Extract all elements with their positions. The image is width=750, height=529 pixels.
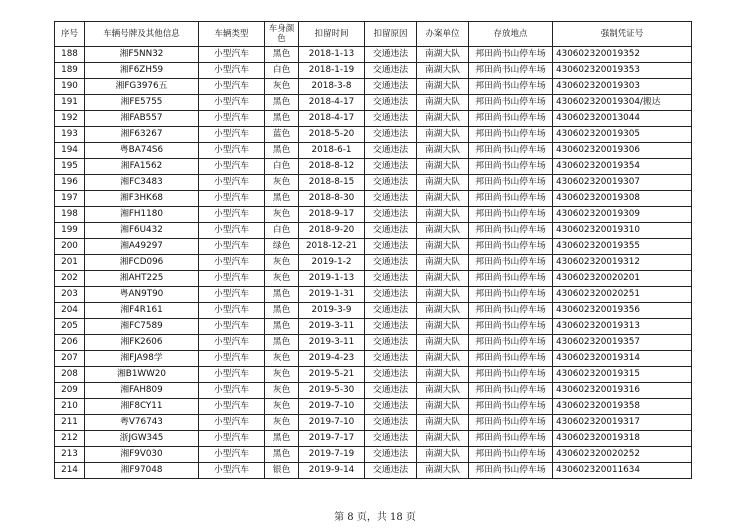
impound-reason-cell: 交通违法 xyxy=(365,175,417,191)
body-color-cell: 白色 xyxy=(265,159,299,175)
impound-reason-cell: 交通违法 xyxy=(365,255,417,271)
certificate-number-cell: 430602320019315 xyxy=(553,367,692,383)
impound-reason-cell: 交通违法 xyxy=(365,335,417,351)
impound-reason-cell: 交通违法 xyxy=(365,303,417,319)
storage-location-cell: 邦田尚书山停车场 xyxy=(469,399,553,415)
storage-location-cell: 邦田尚书山停车场 xyxy=(469,431,553,447)
plate-cell: 湘F6U432 xyxy=(85,223,199,239)
handling-unit-cell: 南湖大队 xyxy=(417,47,469,63)
serial-number-cell: 199 xyxy=(55,223,85,239)
body-color-cell: 灰色 xyxy=(265,79,299,95)
storage-location-cell: 邦田尚书山停车场 xyxy=(469,255,553,271)
impound-reason-cell: 交通违法 xyxy=(365,431,417,447)
impound-reason-cell: 交通违法 xyxy=(365,191,417,207)
certificate-number-cell: 430602320019309 xyxy=(553,207,692,223)
body-color-cell: 黑色 xyxy=(265,47,299,63)
header-impound-reason: 扣留原因 xyxy=(365,22,417,47)
impound-time-cell: 2018-4-17 xyxy=(299,95,365,111)
table-row xyxy=(55,431,692,447)
serial-number-cell: 203 xyxy=(55,287,85,303)
storage-location-cell: 邦田尚书山停车场 xyxy=(469,383,553,399)
vehicle-type-cell: 小型汽车 xyxy=(199,303,265,319)
impound-time-cell: 2019-5-30 xyxy=(299,383,365,399)
plate-cell: 粤V76743 xyxy=(85,415,199,431)
impound-time-cell: 2018-1-19 xyxy=(299,63,365,79)
impound-time-cell: 2018-9-17 xyxy=(299,207,365,223)
vehicle-type-cell: 小型汽车 xyxy=(199,175,265,191)
impound-time-cell: 2019-7-10 xyxy=(299,415,365,431)
table-row xyxy=(55,191,692,207)
certificate-number-cell: 430602320019355 xyxy=(553,239,692,255)
storage-location-cell: 邦田尚书山停车场 xyxy=(469,159,553,175)
plate-cell: 湘FCD096 xyxy=(85,255,199,271)
plate-cell: 湘B1WW20 xyxy=(85,367,199,383)
storage-location-cell: 邦田尚书山停车场 xyxy=(469,463,553,479)
impound-reason-cell: 交通违法 xyxy=(365,47,417,63)
plate-cell: 粤BA74S6 xyxy=(85,143,199,159)
vehicle-type-cell: 小型汽车 xyxy=(199,79,265,95)
body-color-cell: 黑色 xyxy=(265,431,299,447)
handling-unit-cell: 南湖大队 xyxy=(417,127,469,143)
serial-number-cell: 191 xyxy=(55,95,85,111)
serial-number-cell: 194 xyxy=(55,143,85,159)
impound-time-cell: 2018-5-20 xyxy=(299,127,365,143)
table-row xyxy=(55,127,692,143)
impound-reason-cell: 交通违法 xyxy=(365,79,417,95)
impound-reason-cell: 交通违法 xyxy=(365,159,417,175)
serial-number-cell: 189 xyxy=(55,63,85,79)
certificate-number-cell: 430602320019314 xyxy=(553,351,692,367)
storage-location-cell: 邦田尚书山停车场 xyxy=(469,287,553,303)
handling-unit-cell: 南湖大队 xyxy=(417,431,469,447)
body-color-cell: 灰色 xyxy=(265,255,299,271)
certificate-number-cell: 430602320019308 xyxy=(553,191,692,207)
impound-time-cell: 2019-3-11 xyxy=(299,335,365,351)
certificate-number-cell: 430602320011634 xyxy=(553,463,692,479)
serial-number-cell: 208 xyxy=(55,367,85,383)
certificate-number-cell: 430602320019306 xyxy=(553,143,692,159)
vehicle-type-cell: 小型汽车 xyxy=(199,271,265,287)
table-row xyxy=(55,415,692,431)
table-row xyxy=(55,207,692,223)
impound-time-cell: 2019-1-2 xyxy=(299,255,365,271)
plate-cell: 湘FG3976五 xyxy=(85,79,199,95)
plate-cell: 湘F63267 xyxy=(85,127,199,143)
table-row xyxy=(55,383,692,399)
body-color-cell: 黑色 xyxy=(265,287,299,303)
certificate-number-cell: 430602320020252 xyxy=(553,447,692,463)
certificate-number-cell: 430602320019307 xyxy=(553,175,692,191)
certificate-number-cell: 430602320019313 xyxy=(553,319,692,335)
header-plate-info: 车辆号牌及其他信息 xyxy=(85,22,199,47)
table-row xyxy=(55,255,692,271)
impound-time-cell: 2018-8-15 xyxy=(299,175,365,191)
body-color-cell: 黑色 xyxy=(265,143,299,159)
certificate-number-cell: 430602320019352 xyxy=(553,47,692,63)
plate-cell: 湘FA1562 xyxy=(85,159,199,175)
impound-time-cell: 2019-3-11 xyxy=(299,319,365,335)
serial-number-cell: 204 xyxy=(55,303,85,319)
impound-time-cell: 2018-8-30 xyxy=(299,191,365,207)
impound-reason-cell: 交通违法 xyxy=(365,95,417,111)
vehicle-type-cell: 小型汽车 xyxy=(199,63,265,79)
vehicle-type-cell: 小型汽车 xyxy=(199,191,265,207)
handling-unit-cell: 南湖大队 xyxy=(417,111,469,127)
certificate-number-cell: 430602320019357 xyxy=(553,335,692,351)
body-color-cell: 黑色 xyxy=(265,191,299,207)
impound-reason-cell: 交通违法 xyxy=(365,271,417,287)
header-impound-time: 扣留时间 xyxy=(299,22,365,47)
table-row xyxy=(55,159,692,175)
plate-cell: 湘AHT225 xyxy=(85,271,199,287)
certificate-number-cell: 430602320019316 xyxy=(553,383,692,399)
header-vehicle-type: 车辆类型 xyxy=(199,22,265,47)
body-color-cell: 灰色 xyxy=(265,415,299,431)
handling-unit-cell: 南湖大队 xyxy=(417,287,469,303)
certificate-number-cell: 430602320020201 xyxy=(553,271,692,287)
impound-time-cell: 2018-6-1 xyxy=(299,143,365,159)
table-row xyxy=(55,447,692,463)
impound-reason-cell: 交通违法 xyxy=(365,399,417,415)
storage-location-cell: 邦田尚书山停车场 xyxy=(469,415,553,431)
storage-location-cell: 邦田尚书山停车场 xyxy=(469,79,553,95)
vehicle-type-cell: 小型汽车 xyxy=(199,223,265,239)
storage-location-cell: 邦田尚书山停车场 xyxy=(469,127,553,143)
body-color-cell: 绿色 xyxy=(265,239,299,255)
impound-reason-cell: 交通违法 xyxy=(365,111,417,127)
impound-time-cell: 2018-3-8 xyxy=(299,79,365,95)
impound-time-cell: 2018-4-17 xyxy=(299,111,365,127)
impound-time-cell: 2019-7-17 xyxy=(299,431,365,447)
body-color-cell: 黑色 xyxy=(265,335,299,351)
certificate-number-cell: 430602320019354 xyxy=(553,159,692,175)
serial-number-cell: 205 xyxy=(55,319,85,335)
vehicle-type-cell: 小型汽车 xyxy=(199,95,265,111)
serial-number-cell: 196 xyxy=(55,175,85,191)
handling-unit-cell: 南湖大队 xyxy=(417,415,469,431)
impound-time-cell: 2019-3-9 xyxy=(299,303,365,319)
body-color-cell: 黑色 xyxy=(265,303,299,319)
impound-time-cell: 2019-5-21 xyxy=(299,367,365,383)
table-row xyxy=(55,95,692,111)
storage-location-cell: 邦田尚书山停车场 xyxy=(469,207,553,223)
plate-cell: 湘F97048 xyxy=(85,463,199,479)
serial-number-cell: 200 xyxy=(55,239,85,255)
table-row xyxy=(55,239,692,255)
plate-cell: 湘FAB557 xyxy=(85,111,199,127)
handling-unit-cell: 南湖大队 xyxy=(417,175,469,191)
storage-location-cell: 邦田尚书山停车场 xyxy=(469,367,553,383)
table-row xyxy=(55,143,692,159)
vehicle-type-cell: 小型汽车 xyxy=(199,287,265,303)
header-body-color: 车身颜色 xyxy=(265,22,299,47)
page-indicator: 第 8 页，共 18 页 xyxy=(334,512,416,523)
handling-unit-cell: 南湖大队 xyxy=(417,303,469,319)
body-color-cell: 灰色 xyxy=(265,271,299,287)
storage-location-cell: 邦田尚书山停车场 xyxy=(469,47,553,63)
handling-unit-cell: 南湖大队 xyxy=(417,351,469,367)
plate-cell: 湘F8CY11 xyxy=(85,399,199,415)
vehicle-type-cell: 小型汽车 xyxy=(199,207,265,223)
impound-reason-cell: 交通违法 xyxy=(365,63,417,79)
handling-unit-cell: 南湖大队 xyxy=(417,255,469,271)
serial-number-cell: 209 xyxy=(55,383,85,399)
serial-number-cell: 190 xyxy=(55,79,85,95)
vehicle-type-cell: 小型汽车 xyxy=(199,255,265,271)
impound-reason-cell: 交通违法 xyxy=(365,447,417,463)
vehicle-type-cell: 小型汽车 xyxy=(199,415,265,431)
storage-location-cell: 邦田尚书山停车场 xyxy=(469,351,553,367)
handling-unit-cell: 南湖大队 xyxy=(417,463,469,479)
handling-unit-cell: 南湖大队 xyxy=(417,95,469,111)
handling-unit-cell: 南湖大队 xyxy=(417,319,469,335)
body-color-cell: 黑色 xyxy=(265,95,299,111)
vehicle-type-cell: 小型汽车 xyxy=(199,383,265,399)
handling-unit-cell: 南湖大队 xyxy=(417,447,469,463)
certificate-number-cell: 430602320019304/搬达 xyxy=(553,95,692,111)
plate-cell: 湘A49297 xyxy=(85,239,199,255)
impound-reason-cell: 交通违法 xyxy=(365,351,417,367)
plate-cell: 浙JGW345 xyxy=(85,431,199,447)
impound-time-cell: 2019-9-14 xyxy=(299,463,365,479)
impound-time-cell: 2019-7-10 xyxy=(299,399,365,415)
impound-reason-cell: 交通违法 xyxy=(365,207,417,223)
storage-location-cell: 邦田尚书山停车场 xyxy=(469,303,553,319)
handling-unit-cell: 南湖大队 xyxy=(417,191,469,207)
impound-reason-cell: 交通违法 xyxy=(365,239,417,255)
serial-number-cell: 195 xyxy=(55,159,85,175)
storage-location-cell: 邦田尚书山停车场 xyxy=(469,271,553,287)
certificate-number-cell: 430602320019312 xyxy=(553,255,692,271)
impound-time-cell: 2019-1-13 xyxy=(299,271,365,287)
vehicle-type-cell: 小型汽车 xyxy=(199,239,265,255)
serial-number-cell: 206 xyxy=(55,335,85,351)
certificate-number-cell: 430602320019353 xyxy=(553,63,692,79)
body-color-cell: 白色 xyxy=(265,63,299,79)
impound-reason-cell: 交通违法 xyxy=(365,463,417,479)
handling-unit-cell: 南湖大队 xyxy=(417,207,469,223)
serial-number-cell: 207 xyxy=(55,351,85,367)
body-color-cell: 银色 xyxy=(265,463,299,479)
storage-location-cell: 邦田尚书山停车场 xyxy=(469,335,553,351)
impound-reason-cell: 交通违法 xyxy=(365,319,417,335)
plate-cell: 湘FAH809 xyxy=(85,383,199,399)
storage-location-cell: 邦田尚书山停车场 xyxy=(469,175,553,191)
handling-unit-cell: 南湖大队 xyxy=(417,383,469,399)
impound-time-cell: 2019-1-31 xyxy=(299,287,365,303)
table-row xyxy=(55,463,692,479)
vehicle-type-cell: 小型汽车 xyxy=(199,159,265,175)
table-row xyxy=(55,399,692,415)
certificate-number-cell: 430602320019358 xyxy=(553,399,692,415)
plate-cell: 湘FK2606 xyxy=(85,335,199,351)
table-row xyxy=(55,47,692,63)
vehicle-type-cell: 小型汽车 xyxy=(199,351,265,367)
table-row xyxy=(55,303,692,319)
certificate-number-cell: 430602320019356 xyxy=(553,303,692,319)
vehicle-type-cell: 小型汽车 xyxy=(199,47,265,63)
plate-cell: 湘F9V030 xyxy=(85,447,199,463)
table-row xyxy=(55,63,692,79)
serial-number-cell: 188 xyxy=(55,47,85,63)
table-body xyxy=(55,47,692,479)
plate-cell: 湘FE5755 xyxy=(85,95,199,111)
serial-number-cell: 192 xyxy=(55,111,85,127)
vehicle-type-cell: 小型汽车 xyxy=(199,127,265,143)
impound-time-cell: 2019-7-19 xyxy=(299,447,365,463)
serial-number-cell: 201 xyxy=(55,255,85,271)
header-storage-location: 存放地点 xyxy=(469,22,553,47)
handling-unit-cell: 南湖大队 xyxy=(417,143,469,159)
storage-location-cell: 邦田尚书山停车场 xyxy=(469,447,553,463)
storage-location-cell: 邦田尚书山停车场 xyxy=(469,223,553,239)
header-handling-unit: 办案单位 xyxy=(417,22,469,47)
certificate-number-cell: 430602320019305 xyxy=(553,127,692,143)
plate-cell: 湘F6ZH59 xyxy=(85,63,199,79)
vehicle-type-cell: 小型汽车 xyxy=(199,463,265,479)
vehicle-type-cell: 小型汽车 xyxy=(199,367,265,383)
table-row xyxy=(55,223,692,239)
certificate-number-cell: 430602320019303 xyxy=(553,79,692,95)
handling-unit-cell: 南湖大队 xyxy=(417,79,469,95)
impound-time-cell: 2019-4-23 xyxy=(299,351,365,367)
header-certificate-number: 强制凭证号 xyxy=(553,22,692,47)
impounded-vehicles-table xyxy=(54,21,692,479)
serial-number-cell: 211 xyxy=(55,415,85,431)
storage-location-cell: 邦田尚书山停车场 xyxy=(469,95,553,111)
vehicle-type-cell: 小型汽车 xyxy=(199,319,265,335)
vehicle-type-cell: 小型汽车 xyxy=(199,431,265,447)
handling-unit-cell: 南湖大队 xyxy=(417,271,469,287)
body-color-cell: 白色 xyxy=(265,223,299,239)
table-row xyxy=(55,271,692,287)
storage-location-cell: 邦田尚书山停车场 xyxy=(469,143,553,159)
table-row xyxy=(55,175,692,191)
serial-number-cell: 214 xyxy=(55,463,85,479)
handling-unit-cell: 南湖大队 xyxy=(417,223,469,239)
handling-unit-cell: 南湖大队 xyxy=(417,63,469,79)
serial-number-cell: 193 xyxy=(55,127,85,143)
impound-reason-cell: 交通违法 xyxy=(365,287,417,303)
body-color-cell: 黑色 xyxy=(265,111,299,127)
plate-cell: 湘FC7589 xyxy=(85,319,199,335)
handling-unit-cell: 南湖大队 xyxy=(417,239,469,255)
body-color-cell: 灰色 xyxy=(265,207,299,223)
storage-location-cell: 邦田尚书山停车场 xyxy=(469,239,553,255)
impound-time-cell: 2018-12-21 xyxy=(299,239,365,255)
serial-number-cell: 212 xyxy=(55,431,85,447)
impound-reason-cell: 交通违法 xyxy=(365,415,417,431)
plate-cell: 湘FC3483 xyxy=(85,175,199,191)
storage-location-cell: 邦田尚书山停车场 xyxy=(469,319,553,335)
body-color-cell: 灰色 xyxy=(265,383,299,399)
table-row xyxy=(55,351,692,367)
impound-reason-cell: 交通违法 xyxy=(365,223,417,239)
serial-number-cell: 198 xyxy=(55,207,85,223)
table-row xyxy=(55,367,692,383)
impound-time-cell: 2018-1-13 xyxy=(299,47,365,63)
handling-unit-cell: 南湖大队 xyxy=(417,335,469,351)
impound-time-cell: 2018-8-12 xyxy=(299,159,365,175)
plate-cell: 湘FJA98学 xyxy=(85,351,199,367)
header-serial-number: 序号 xyxy=(55,22,85,47)
plate-cell: 粤AN9T90 xyxy=(85,287,199,303)
body-color-cell: 灰色 xyxy=(265,399,299,415)
body-color-cell: 黑色 xyxy=(265,319,299,335)
storage-location-cell: 邦田尚书山停车场 xyxy=(469,63,553,79)
handling-unit-cell: 南湖大队 xyxy=(417,159,469,175)
storage-location-cell: 邦田尚书山停车场 xyxy=(469,191,553,207)
vehicle-type-cell: 小型汽车 xyxy=(199,111,265,127)
impound-reason-cell: 交通违法 xyxy=(365,383,417,399)
table-row xyxy=(55,335,692,351)
body-color-cell: 灰色 xyxy=(265,351,299,367)
impound-time-cell: 2018-9-20 xyxy=(299,223,365,239)
handling-unit-cell: 南湖大队 xyxy=(417,367,469,383)
plate-cell: 湘F4R161 xyxy=(85,303,199,319)
table-row xyxy=(55,319,692,335)
certificate-number-cell: 430602320019318 xyxy=(553,431,692,447)
serial-number-cell: 213 xyxy=(55,447,85,463)
impound-reason-cell: 交通违法 xyxy=(365,367,417,383)
vehicle-type-cell: 小型汽车 xyxy=(199,143,265,159)
table-header xyxy=(55,22,692,47)
plate-cell: 湘FH1180 xyxy=(85,207,199,223)
impound-reason-cell: 交通违法 xyxy=(365,127,417,143)
serial-number-cell: 202 xyxy=(55,271,85,287)
body-color-cell: 灰色 xyxy=(265,175,299,191)
plate-cell: 湘F5NN32 xyxy=(85,47,199,63)
vehicle-type-cell: 小型汽车 xyxy=(199,447,265,463)
certificate-number-cell: 430602320020251 xyxy=(553,287,692,303)
certificate-number-cell: 430602320019310 xyxy=(553,223,692,239)
vehicle-type-cell: 小型汽车 xyxy=(199,335,265,351)
certificate-number-cell: 430602320013044 xyxy=(553,111,692,127)
certificate-number-cell: 430602320019317 xyxy=(553,415,692,431)
storage-location-cell: 邦田尚书山停车场 xyxy=(469,111,553,127)
vehicle-type-cell: 小型汽车 xyxy=(199,399,265,415)
body-color-cell: 灰色 xyxy=(265,367,299,383)
table-row xyxy=(55,111,692,127)
table-row xyxy=(55,79,692,95)
body-color-cell: 蓝色 xyxy=(265,127,299,143)
table-row xyxy=(55,287,692,303)
plate-cell: 湘F3HK68 xyxy=(85,191,199,207)
serial-number-cell: 197 xyxy=(55,191,85,207)
serial-number-cell: 210 xyxy=(55,399,85,415)
handling-unit-cell: 南湖大队 xyxy=(417,399,469,415)
body-color-cell: 黑色 xyxy=(265,447,299,463)
header-row xyxy=(55,22,692,47)
impound-reason-cell: 交通违法 xyxy=(365,143,417,159)
